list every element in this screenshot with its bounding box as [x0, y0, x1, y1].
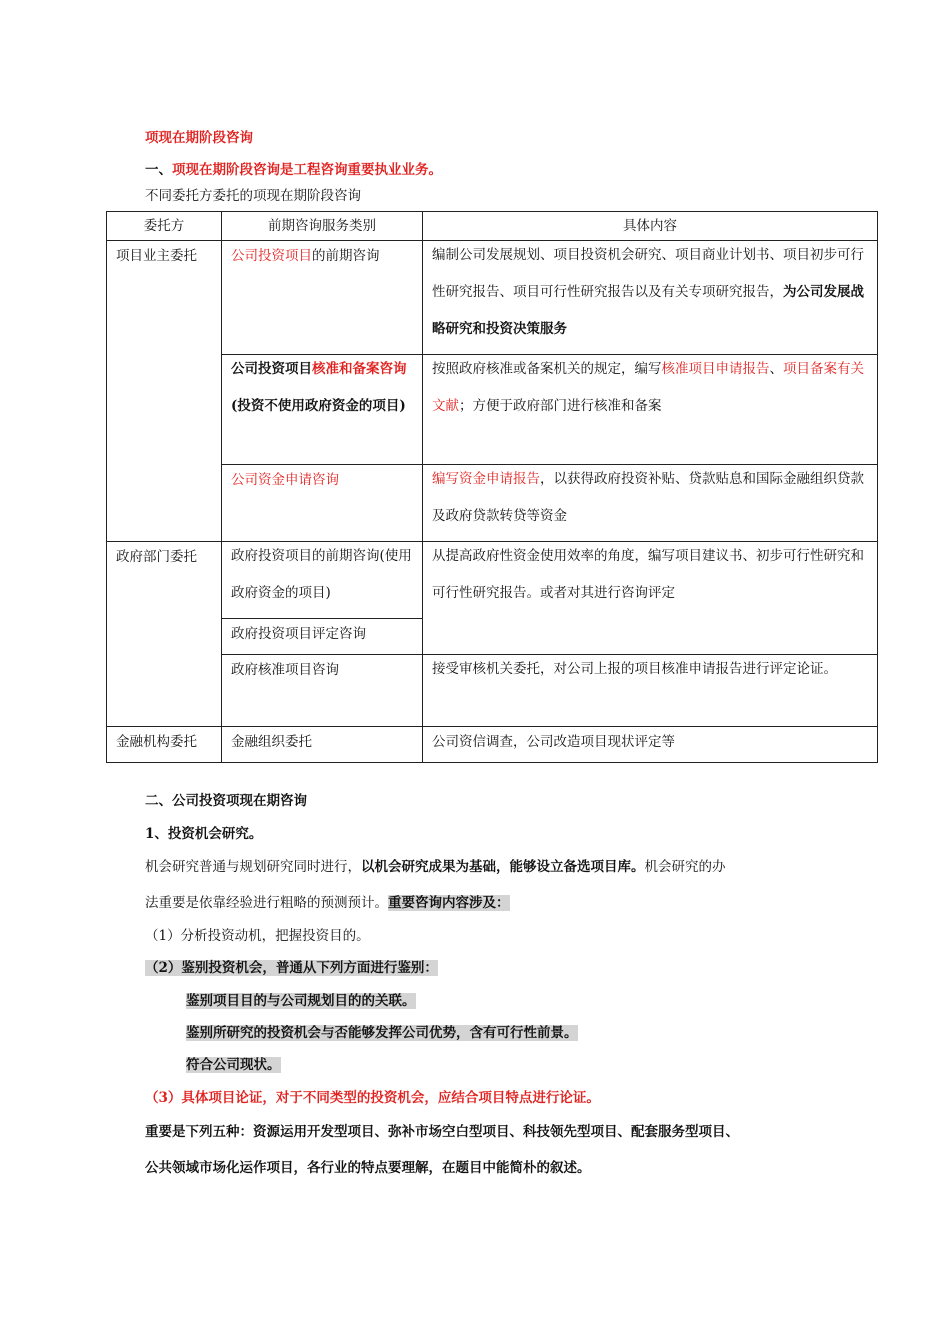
service-text: 的前期咨询 [312, 248, 380, 264]
list-subitem [186, 1055, 281, 1075]
table-caption: 不同委托方委托的项现在期阶段咨询 [145, 188, 361, 204]
paragraph-line: 重要是下列五种：资源运用开发型项目、弥补市场空白型项目、科技领先型项目、配套服务型项目、 [145, 1124, 739, 1140]
table-row [107, 465, 878, 542]
service-cell: 金融组织委托 [222, 727, 423, 763]
content-cell [423, 655, 878, 727]
service-text: 政府投资项目的前期咨询(使用政府资金的项目) [231, 548, 412, 601]
content-block [432, 237, 868, 348]
content-block [432, 461, 868, 535]
client-cell: 项目业主委托 [107, 241, 222, 542]
content-red-text: 核准项目申请报告 [661, 361, 770, 377]
content-text: 从提高政府性资金使用效率的角度，编写项目建议书、初步可行性研究和可行性研究报告。或者对其进行咨询评定 [432, 548, 864, 601]
service-cell [222, 241, 423, 355]
service-cell [222, 355, 423, 465]
content-cell [423, 465, 878, 542]
list-item: （3）具体项目论证，对于不同类型的投资机会，应结合项目特点进行论证。 [145, 1090, 600, 1106]
content-cell: 公司资信调查，公司改造项目现状评定等 [423, 727, 878, 763]
section1-heading-text: 项现在期阶段咨询是工程咨询重要执业业务。 [172, 162, 442, 178]
service-cell: 公司资金申请咨询 [222, 465, 423, 542]
service-cell: 政府投资项目评定咨询 [222, 619, 423, 655]
content-red-text: 项目备案有关文献 [432, 361, 864, 414]
table-row [107, 542, 878, 619]
service-block [231, 351, 413, 425]
highlighted-text: 鉴别所研究的投资机会与否能够发挥公司优势，含有可行性前景。 [186, 1025, 578, 1041]
list-subitem [186, 1023, 578, 1043]
service-red-text: 核准和备案咨询 [312, 361, 407, 377]
section2-heading: 二、公司投资项现在期咨询 [145, 793, 307, 809]
service-bold-text: (投资不使用政府资金的项目) [231, 398, 406, 414]
highlighted-text: 鉴别项目目的与公司规划目的的关联。 [186, 993, 416, 1009]
list-item [145, 958, 438, 978]
paragraph-text: 机会研究普通与规划研究同时进行， [145, 859, 361, 875]
header-cell: 具体内容 [423, 212, 878, 241]
content-cell [423, 241, 878, 355]
table-row [107, 727, 878, 763]
content-text: 编制公司发展规划、项目投资机会研究、项目商业计划书、项目初步可行性研究报告、项目可行性研究报告以及有关专项研究报告， [432, 247, 864, 300]
paragraph-line [145, 857, 726, 877]
table-row [107, 355, 878, 465]
content-bold-text: 为公司发展战略研究和投资决策服务 [432, 284, 864, 337]
highlighted-text: 重要咨询内容涉及： [388, 895, 510, 911]
table-row [107, 241, 878, 355]
paragraph-text: 法重要是依靠经验进行粗略的预测预计。 [145, 895, 388, 911]
content-text: ；方便于政府部门进行核准和备案 [459, 398, 662, 414]
content-cell [423, 542, 878, 655]
content-text: 接受审核机关委托，对公司上报的项目核准申请报告进行评定论证。 [432, 661, 837, 677]
list-subitem [186, 991, 416, 1011]
consulting-table [106, 211, 878, 763]
service-cell [222, 542, 423, 619]
client-cell: 政府部门委托 [107, 542, 222, 727]
content-cell [423, 355, 878, 465]
service-bold-text: 公司投资项目 [231, 361, 312, 377]
paragraph-bold-text: 以机会研究成果为基础，能够设立备选项目库。 [361, 859, 645, 875]
service-cell: 政府核准项目咨询 [222, 655, 423, 727]
service-red-text: 公司投资项目 [231, 248, 312, 264]
highlighted-text: 符合公司现状。 [186, 1057, 281, 1073]
paragraph-line [145, 893, 510, 913]
list-item: （1）分析投资动机，把握投资目的。 [145, 928, 370, 944]
subsection-heading: 1、投资机会研究。 [145, 826, 263, 842]
paragraph-line: 公共领域市场化运作项目，各行业的特点要理解，在题目中能简朴的叙述。 [145, 1160, 591, 1176]
doc-title: 项现在期阶段咨询 [145, 130, 253, 146]
content-text: ，以获得政府投资补贴、贷款贴息和国际金融组织贷款及政府贷款转贷等资金 [432, 471, 864, 524]
content-red-text: 编写资金申请报告 [432, 471, 540, 487]
header-cell: 前期咨询服务类别 [222, 212, 423, 241]
section1-prefix: 一、 [145, 162, 172, 178]
table-row [107, 655, 878, 727]
section1-heading [145, 160, 442, 180]
paragraph-text: 机会研究的办 [644, 859, 726, 875]
highlighted-text: （2）鉴别投资机会，普通从下列方面进行鉴别： [145, 960, 438, 976]
content-text: 、 [769, 361, 783, 377]
content-block [432, 351, 868, 425]
client-cell: 金融机构委托 [107, 727, 222, 763]
content-text: 按照政府核准或备案机关的规定，编写 [432, 361, 662, 377]
header-cell: 委托方 [107, 212, 222, 241]
